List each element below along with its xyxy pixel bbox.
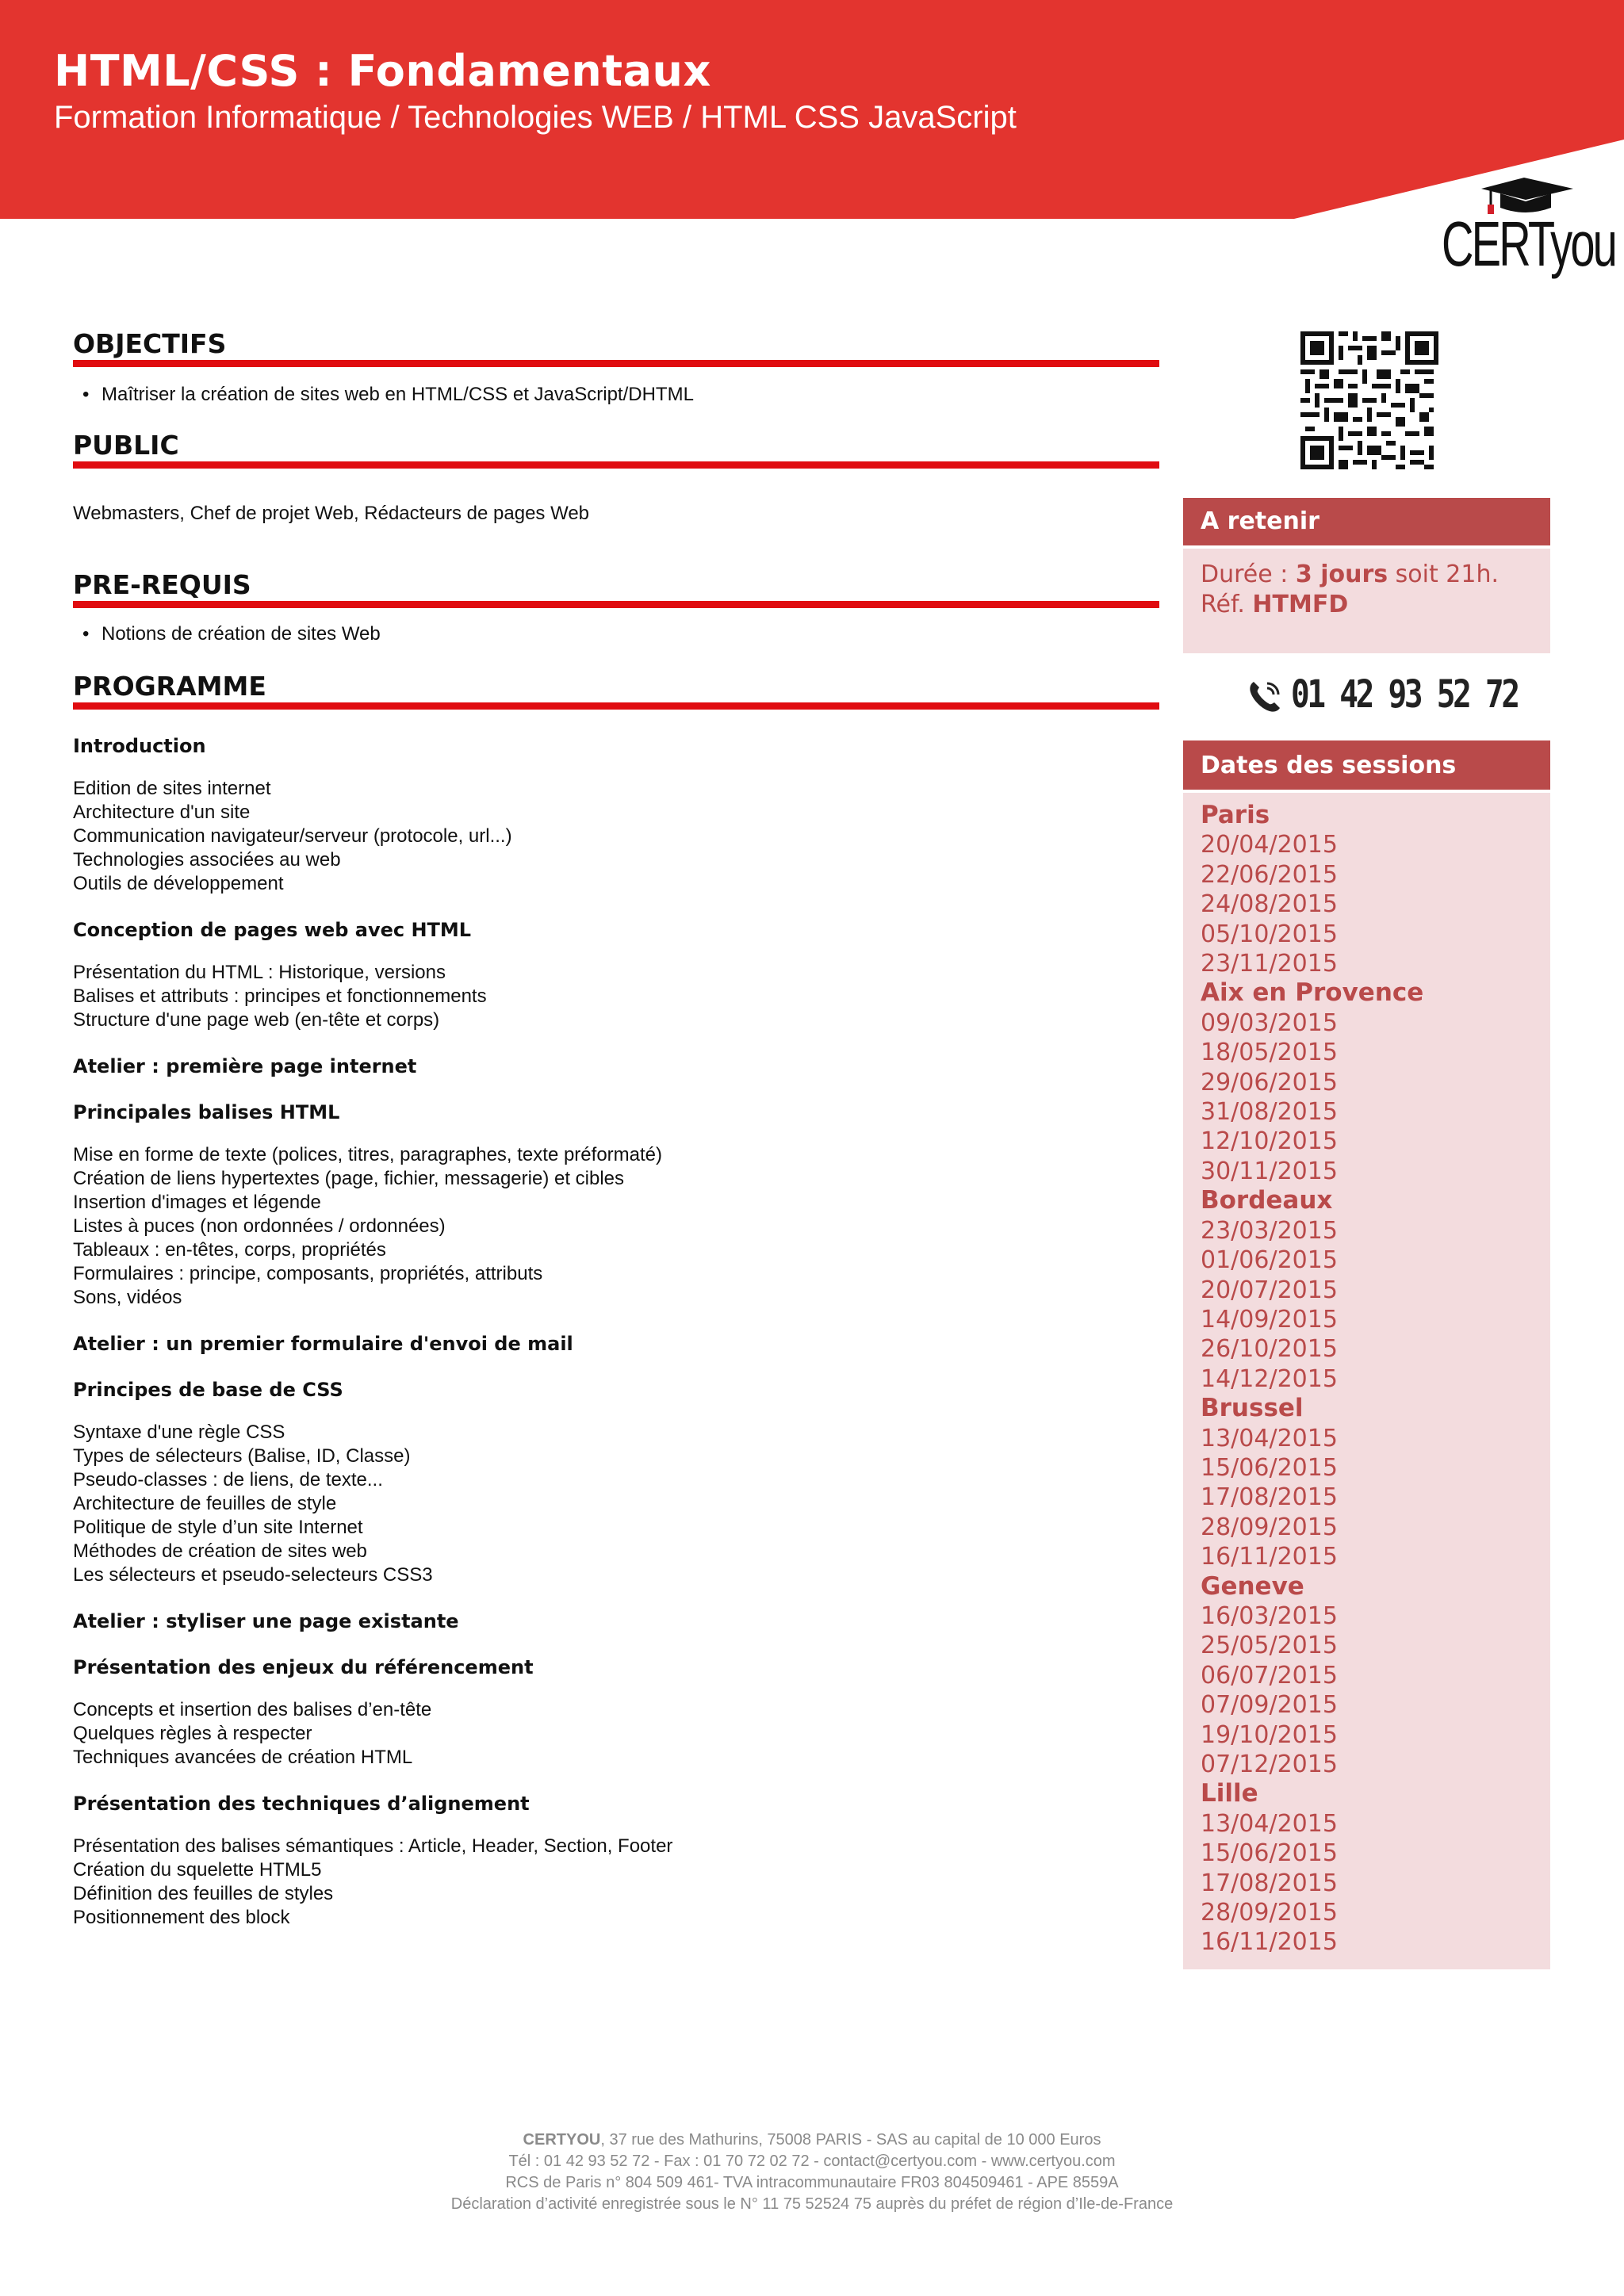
session-city: Brussel (1201, 1394, 1304, 1423)
session-city: Aix en Provence (1201, 978, 1424, 1008)
certyou-logo (1442, 174, 1616, 279)
phone-contact (1247, 672, 1518, 721)
section-title-programme: PROGRAMME (73, 671, 266, 702)
session-date: 28/09/2015 (1201, 1513, 1338, 1541)
ref-value: HTMFD (1252, 591, 1349, 618)
session-city: Bordeaux (1201, 1186, 1333, 1215)
programme-line: Communication navigateur/serveur (protocole, url...) (73, 825, 512, 847)
sessions-header: Dates des sessions (1183, 740, 1550, 790)
sessions-panel (1183, 793, 1550, 1969)
duree-value: 3 jours (1295, 561, 1388, 588)
session-date: 22/06/2015 (1201, 860, 1338, 889)
ref-label: Réf. (1201, 591, 1253, 618)
section-rule (73, 360, 1159, 367)
session-date: 09/03/2015 (1201, 1008, 1338, 1037)
programme-block (73, 918, 1159, 1032)
session-date: 14/09/2015 (1201, 1305, 1338, 1334)
session-date: 26/10/2015 (1201, 1335, 1338, 1364)
session-date: 15/06/2015 (1201, 1839, 1338, 1868)
programme-line: Création du squelette HTML5 (73, 1859, 322, 1881)
document-title: HTML/CSS : Fondamentaux (54, 46, 711, 96)
session-date: 23/11/2015 (1201, 950, 1338, 978)
programme-line: Formulaires : principe, composants, propriétés, attributs (73, 1263, 543, 1284)
retenir-panel (1183, 549, 1550, 653)
programme-heading-atelier: Atelier : styliser une page existante (73, 1610, 459, 1632)
session-date: 17/08/2015 (1201, 1869, 1338, 1897)
programme-line: Architecture de feuilles de style (73, 1493, 337, 1514)
programme-line: Définition des feuilles de styles (73, 1883, 334, 1904)
session-date: 16/11/2015 (1201, 1928, 1338, 1957)
session-date: 31/08/2015 (1201, 1098, 1338, 1127)
qr-code-icon (1300, 331, 1438, 469)
programme-line: Concepts et insertion des balises d’en-tête (73, 1699, 432, 1720)
programme-line: Insertion d'images et légende (73, 1192, 321, 1213)
session-city: Paris (1201, 801, 1270, 829)
session-date: 13/04/2015 (1201, 1424, 1338, 1452)
session-date: 30/11/2015 (1201, 1157, 1338, 1185)
section-title-public: PUBLIC (73, 430, 179, 461)
programme-line: Quelques règles à respecter (73, 1723, 312, 1744)
programme-block (73, 1655, 1159, 1770)
programme-line: Syntaxe d'une règle CSS (73, 1422, 285, 1443)
phone-number[interactable]: 01 42 93 52 72 (1291, 672, 1518, 717)
programme-block (73, 1332, 1159, 1356)
session-date: 18/05/2015 (1201, 1039, 1338, 1067)
programme-line: Mise en forme de texte (polices, titres, paragraphes, texte préformaté) (73, 1144, 663, 1165)
section-rule (73, 702, 1159, 710)
programme-line: Politique de style d’un site Internet (73, 1517, 363, 1538)
page-footer (0, 2130, 1624, 2215)
programme-heading: Principes de base de CSS (73, 1379, 343, 1401)
programme-line: Pseudo-classes : de liens, de texte... (73, 1469, 383, 1490)
programme-block (73, 1378, 1159, 1587)
section-rule (73, 461, 1159, 469)
programme-line: Les sélecteurs et pseudo-selecteurs CSS3 (73, 1564, 433, 1586)
programme-line: Création de liens hypertextes (page, fichier, messagerie) et cibles (73, 1168, 625, 1189)
footer-company: CERTYOU (523, 2131, 601, 2149)
session-date: 24/08/2015 (1201, 890, 1338, 919)
programme-line: Techniques avancées de création HTML (73, 1747, 413, 1768)
duree-suffix: soit 21h. (1388, 561, 1500, 588)
programme-block (73, 734, 1159, 896)
session-date: 15/06/2015 (1201, 1453, 1338, 1482)
programme-line: Architecture d'un site (73, 802, 251, 823)
session-date: 25/05/2015 (1201, 1632, 1338, 1660)
session-date: 14/12/2015 (1201, 1364, 1338, 1393)
session-city: Lille (1201, 1779, 1258, 1808)
session-date: 13/04/2015 (1201, 1809, 1338, 1838)
programme-line: Outils de développement (73, 873, 284, 894)
programme-line: Positionnement des block (73, 1907, 290, 1928)
programme-heading-atelier: Atelier : un premier formulaire d'envoi de mail (73, 1333, 573, 1355)
session-city: Geneve (1201, 1571, 1304, 1601)
programme-line: Types de sélecteurs (Balise, ID, Classe) (73, 1445, 411, 1467)
programme-block (73, 1609, 1159, 1633)
phone-icon (1247, 679, 1283, 715)
session-date: 06/07/2015 (1201, 1661, 1338, 1689)
programme-line: Technologies associées au web (73, 849, 341, 871)
public-text: Webmasters, Chef de projet Web, Rédacteurs de pages Web (73, 503, 590, 524)
programme-line: Listes à puces (non ordonnées / ordonnées) (73, 1215, 446, 1237)
programme-heading: Présentation des techniques d’alignement (73, 1793, 530, 1815)
footer-declaration-line: Déclaration d’activité enregistrée sous le N° 11 75 52524 75 auprès du préfet de région d’Ile-de-France (450, 2195, 1174, 2213)
programme-block (73, 1792, 1159, 1930)
programme-content (73, 734, 1159, 1952)
footer-address-line (0, 2130, 1624, 2151)
programme-block (73, 1054, 1159, 1078)
session-date: 29/06/2015 (1201, 1068, 1338, 1096)
programme-line: Sons, vidéos (73, 1287, 182, 1308)
session-date: 20/07/2015 (1201, 1276, 1338, 1304)
objectif-item: • Maîtriser la création de sites web en HTML/CSS et JavaScript/DHTML (102, 384, 694, 406)
session-date: 20/04/2015 (1201, 831, 1338, 859)
section-rule (73, 601, 1159, 608)
programme-heading: Principales balises HTML (73, 1101, 340, 1123)
session-date: 07/12/2015 (1201, 1751, 1338, 1778)
document-subtitle: Formation Informatique / Technologies WEB / HTML CSS JavaScript (54, 100, 1017, 135)
session-date: 01/06/2015 (1201, 1246, 1338, 1275)
session-date: 28/09/2015 (1201, 1899, 1338, 1927)
programme-heading: Conception de pages web avec HTML (73, 919, 472, 941)
programme-line: Tableaux : en-têtes, corps, propriétés (73, 1239, 386, 1261)
duree-label: Durée : (1201, 561, 1296, 588)
logo-wordmark: CERTyou (1442, 209, 1616, 279)
programme-block (73, 1100, 1159, 1310)
programme-line: Présentation du HTML : Historique, versions (73, 962, 446, 983)
programme-line: Edition de sites internet (73, 778, 271, 799)
programme-line: Structure d'une page web (en-tête et corps) (73, 1009, 440, 1031)
programme-heading: Introduction (73, 735, 206, 757)
programme-heading-atelier: Atelier : première page internet (73, 1055, 417, 1077)
reference-line (1201, 590, 1550, 620)
duree-line (1201, 560, 1550, 590)
programme-heading: Présentation des enjeux du référencement (73, 1656, 534, 1678)
programme-line: Présentation des balises sémantiques : Article, Header, Section, Footer (73, 1835, 673, 1857)
session-date: 16/11/2015 (1201, 1543, 1338, 1571)
prerequis-item: • Notions de création de sites Web (102, 623, 381, 645)
programme-line: Méthodes de création de sites web (73, 1540, 367, 1562)
session-date: 05/10/2015 (1201, 920, 1338, 948)
section-title-objectifs: OBJECTIFS (73, 328, 227, 359)
programme-line: Balises et attributs : principes et fonctionnements (73, 985, 487, 1007)
footer-contact-line: Tél : 01 42 93 52 72 - Fax : 01 70 72 02 72 - contact@certyou.com - www.certyou.com (508, 2152, 1116, 2170)
session-date: 19/10/2015 (1201, 1720, 1338, 1749)
session-date: 23/03/2015 (1201, 1216, 1338, 1245)
section-title-prerequis: PRE-REQUIS (73, 569, 251, 600)
footer-rcs-line: RCS de Paris n° 804 509 461- TVA intracommunautaire FR03 804509461 - APE 8559A (505, 2174, 1119, 2191)
footer-address: , 37 rue des Mathurins, 75008 PARIS - SAS au capital de 10 000 Euros (600, 2131, 1101, 2149)
session-date: 07/09/2015 (1201, 1691, 1338, 1720)
session-date: 16/03/2015 (1201, 1601, 1338, 1630)
session-date: 17/08/2015 (1201, 1483, 1338, 1512)
retenir-header: A retenir (1183, 498, 1550, 545)
session-date: 12/10/2015 (1201, 1127, 1338, 1156)
